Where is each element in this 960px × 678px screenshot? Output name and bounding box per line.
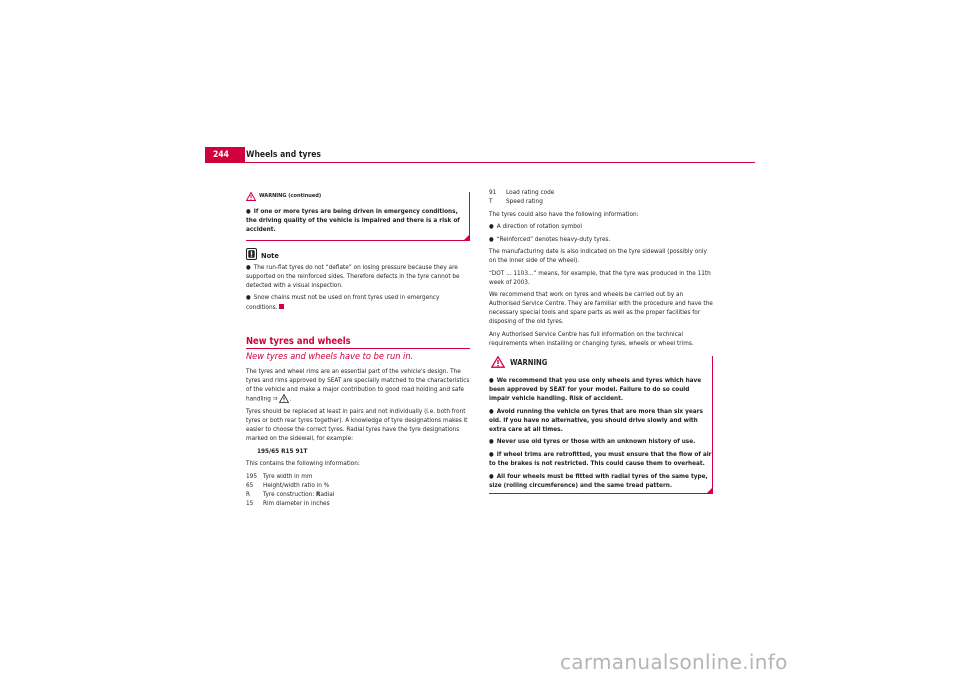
section-rule xyxy=(246,348,470,349)
paragraph-dot-code: “DOT ... 1103...” means, for example, that the tyre was produced in the 11th week of 2003. xyxy=(489,268,711,286)
warning-triangle-icon xyxy=(246,192,256,201)
list-item: R Tyre construction: Radial xyxy=(246,490,335,498)
warning-continued-box xyxy=(246,192,470,241)
warning-bullet: ● All four wheels must be fitted with radial tyres of the same type, size (rolling circumference) and the same tread pattern. xyxy=(489,471,708,489)
bullet-icon: ● xyxy=(489,438,494,446)
paragraph-manufacturing-date: The manufacturing date is also indicated on the tyre sidewall (possibly only on the inner side of the wheel). xyxy=(489,247,707,265)
box-corner-mark xyxy=(463,234,470,241)
list-item: T Speed rating xyxy=(489,197,543,206)
bullet-icon: ● xyxy=(489,235,494,243)
paragraph-replacement: Tyres should be replaced at least in pairs and not individually (i.e. both front tyres or both rear tyres together). A knowledge of tyre designations makes it easier to choose the correct tyres. Radial tyres have the tyre designations marked on the sidewall, for example: xyxy=(246,407,468,443)
bullet-icon: ● xyxy=(489,407,494,415)
list-item: 91 Load rating code xyxy=(489,188,555,196)
section-title: New tyres and wheels xyxy=(246,335,351,347)
bullet-icon: ● xyxy=(489,450,494,458)
header-rule xyxy=(205,162,755,163)
bullet-icon: ● xyxy=(489,377,494,385)
note-bullet: ● Snow chains must not be used on front tyres used in emergency conditions. xyxy=(246,293,440,311)
list-item: 65 Height/width ratio in % xyxy=(246,480,330,489)
tyre-designation-example: 195/65 R15 91T xyxy=(257,446,308,455)
paragraph-intro: The tyres and wheel rims are an essential part of the vehicle's design. The tyres and rims approved by SEAT are specially matched to the characteristics of the vehicle and make a major contribution to good road holding and safe handling ⇒ . xyxy=(246,366,470,403)
list-item: 195 Tyre width in mm xyxy=(246,471,313,480)
page-header-title: Wheels and tyres xyxy=(246,150,321,160)
paragraph-contains: This contains the following information: xyxy=(246,459,360,468)
bullet-icon: ● xyxy=(246,263,251,271)
page-number: 244 xyxy=(205,147,245,163)
paragraph-service-centre: Any Authorised Service Centre has full information on the technical requirements when installing or changing tyres, wheels or wheel trims. xyxy=(489,329,694,348)
left-column xyxy=(246,192,470,508)
box-corner-mark xyxy=(706,487,713,494)
end-mark-icon xyxy=(279,304,284,309)
warning-bullet: ● Never use old tyres or those with an unknown history of use. xyxy=(489,437,696,446)
warning-bullet: ● If wheel trims are retrofitted, you must ensure that the flow of air to the brakes is not restricted. This could cause them to overheat. xyxy=(489,449,712,468)
bullet-icon: ● xyxy=(246,208,251,216)
paragraph-recommend: We recommend that work on tyres and wheels be carried out by an Authorised Service Centre. They are familiar with the procedure and have the necessary special tools and spare parts as well as the proper facilities for disposing of the old tyres. xyxy=(489,290,713,326)
section-subtitle: New tyres and wheels have to be run in. xyxy=(246,350,414,362)
list-item: 15 Rim diameter in inches xyxy=(246,499,330,508)
warning-triangle-icon xyxy=(279,394,289,403)
bullet-icon: ● xyxy=(489,472,494,480)
note-icon xyxy=(246,248,257,260)
paragraph-also: The tyres could also have the following information: xyxy=(489,209,639,218)
info-bullet: ● A direction of rotation symbol xyxy=(489,222,582,231)
warning-triangle-icon xyxy=(491,356,505,368)
warning-bullet: ● We recommend that you use only wheels and tyres which have been approved by SEAT for your model. Failure to do so could impair vehicle handling. Risk of accident. xyxy=(489,376,702,403)
bullet-icon: ● xyxy=(489,223,494,231)
info-bullet: ● “Reinforced” denotes heavy-duty tyres. xyxy=(489,234,611,243)
warning-title: WARNING xyxy=(510,357,548,367)
warning-continued-title: WARNING (continued) xyxy=(259,193,322,199)
warning-box xyxy=(489,356,713,494)
warning-bullet: ● Avoid running the vehicle on tyres that are more than six years old. If you have no alternative, you should drive slowly and with extra care at all times. xyxy=(489,406,703,433)
watermark: carmanualsonline.info xyxy=(560,650,788,674)
bullet-icon: ● xyxy=(246,294,251,302)
right-column xyxy=(489,188,713,494)
warning-continued-bullet: ● If one or more tyres are being driven in emergency conditions, the driving quality of the vehicle is impaired and there is a risk of accident. xyxy=(246,207,460,234)
note-bullet: ● The run-flat tyres do not “deflate” on losing pressure because they are supported on the reinforced sides. Therefore defects in the tyre cannot be detected with a visual inspection. xyxy=(246,262,460,289)
note-title: Note xyxy=(261,250,279,260)
